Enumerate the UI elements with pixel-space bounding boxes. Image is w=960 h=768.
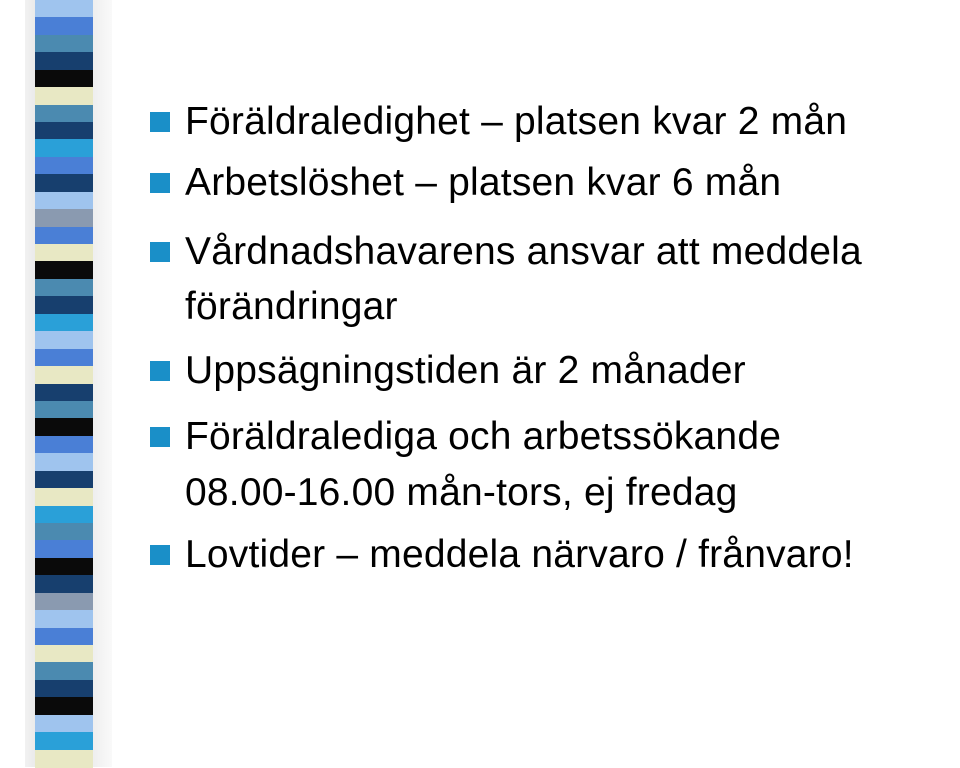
stripe-segment xyxy=(35,52,93,70)
square-bullet-icon xyxy=(150,427,170,447)
stripe-segment xyxy=(35,453,93,471)
stripe-segment xyxy=(35,750,93,768)
stripe-segment xyxy=(35,0,93,18)
bullet-text: Uppsägningstiden är 2 månader xyxy=(185,349,746,392)
bullet-text: Vårdnadshavarens ansvar att meddela xyxy=(185,230,862,273)
stripe-segment xyxy=(35,279,93,297)
stripe-segment xyxy=(35,35,93,53)
stripe-segment xyxy=(35,471,93,489)
stripe-segment xyxy=(35,523,93,541)
stripe-segment xyxy=(35,192,93,210)
stripe-segment xyxy=(35,680,93,698)
bullet-text-continuation: förändringar xyxy=(185,285,398,328)
bullet-text: Arbetslöshet – platsen kvar 6 mån xyxy=(185,161,782,204)
stripe-segment xyxy=(35,87,93,105)
stripe-segment xyxy=(35,296,93,314)
stripe-segment xyxy=(35,401,93,419)
stripe-segment xyxy=(35,488,93,506)
square-bullet-icon xyxy=(150,242,170,262)
stripe-segment xyxy=(35,122,93,140)
stripe-segment xyxy=(35,593,93,611)
stripe-segment xyxy=(35,436,93,454)
bullet-text-continuation: 08.00-16.00 mån-tors, ej fredag xyxy=(185,471,738,514)
square-bullet-icon xyxy=(150,361,170,381)
square-bullet-icon xyxy=(150,173,170,193)
bullet-text: Föräldralediga och arbetssökande xyxy=(185,415,782,458)
stripe-segment xyxy=(35,645,93,663)
stripe-segment xyxy=(35,732,93,750)
decorative-stripe xyxy=(35,0,93,767)
bullet-text: Föräldraledighet – platsen kvar 2 mån xyxy=(185,100,848,143)
stripe-segment xyxy=(35,558,93,576)
stripe-segment xyxy=(35,662,93,680)
stripe-segment xyxy=(35,628,93,646)
stripe-segment xyxy=(35,331,93,349)
stripe-segment xyxy=(35,575,93,593)
stripe-segment xyxy=(35,610,93,628)
square-bullet-icon xyxy=(150,112,170,132)
stripe-segment xyxy=(35,261,93,279)
stripe-segment xyxy=(35,174,93,192)
stripe-segment xyxy=(35,697,93,715)
stripe-segment xyxy=(35,366,93,384)
stripe-segment xyxy=(35,506,93,524)
stripe-segment xyxy=(35,70,93,88)
stripe-segment xyxy=(35,244,93,262)
stripe-segment xyxy=(35,418,93,436)
bullet-text: Lovtider – meddela närvaro / frånvaro! xyxy=(185,533,854,576)
square-bullet-icon xyxy=(150,545,170,565)
stripe-segment xyxy=(35,105,93,123)
stripe-segment xyxy=(35,227,93,245)
stripe-segment xyxy=(35,384,93,402)
stripe-segment xyxy=(35,17,93,35)
stripe-segment xyxy=(35,157,93,175)
stripe-segment xyxy=(35,715,93,733)
stripe-segment xyxy=(35,349,93,367)
stripe-segment xyxy=(35,540,93,558)
stripe-segment xyxy=(35,314,93,332)
stripe-segment xyxy=(35,139,93,157)
stripe-segment xyxy=(35,209,93,227)
